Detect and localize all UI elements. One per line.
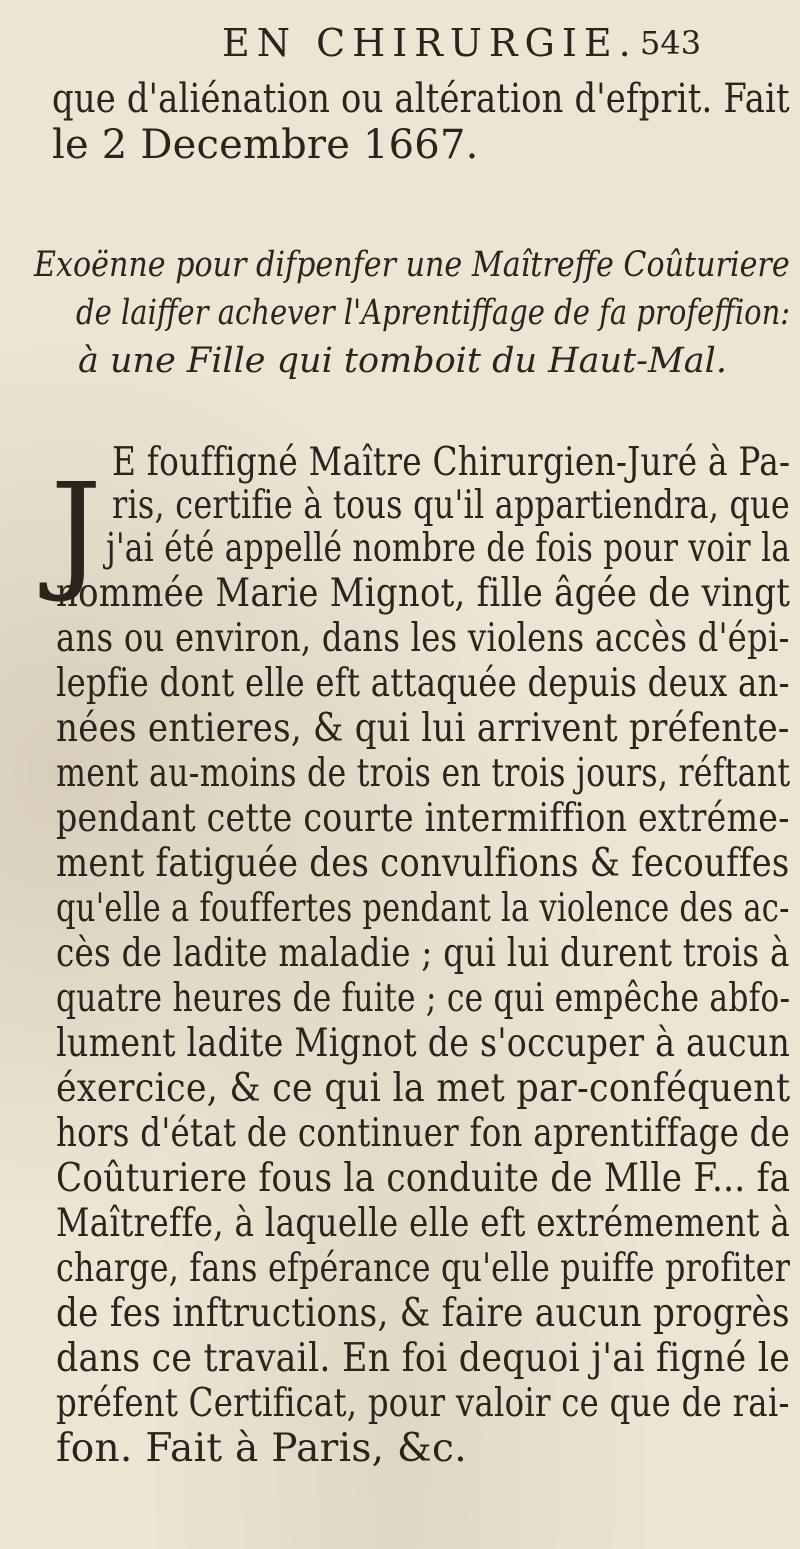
- body-line-14: lument ladite Mignot de s'occuper à aucun: [56, 1021, 791, 1066]
- body-line-16: hors d'état de continuer fon aprentiffage de: [56, 1111, 791, 1156]
- body-line-18: Maîtreffe, à laquelle elle eft extrémement à: [56, 1201, 791, 1246]
- page-number: 543: [640, 24, 702, 62]
- body-line-19: charge, fans efpérance qu'elle puiffe profiter: [56, 1246, 791, 1291]
- section-title-line-3: à une Fille qui tomboit du Haut-Mal.: [78, 341, 727, 381]
- body-line-2: ris, certifie à tous qu'il appartiendra, que: [112, 483, 790, 528]
- body-line-12: cès de ladite maladie ; qui lui durent trois à: [56, 931, 790, 976]
- body-line-20: de fes inftructions, & faire aucun progrès: [56, 1291, 790, 1336]
- body-line-9: pendant cette courte intermiffion extréme-: [56, 796, 790, 841]
- body-line-1: E fouffigné Maître Chirurgien-Juré à Pa-: [112, 440, 791, 485]
- body-line-13: quatre heures de fuite ; ce qui empêche abfo-: [56, 976, 791, 1021]
- body-line-23: fon. Fait à Paris, &c.: [56, 1426, 467, 1471]
- body-line-8: ment au-moins de trois en trois jours, réftant: [56, 751, 791, 796]
- body-line-17: Coûturiere fous la conduite de Mlle F... fa: [56, 1156, 791, 1201]
- body-line-10: ment fatiguée des convulfions & fecouffes: [56, 841, 790, 886]
- section-title-line-1: Exoënne pour difpenfer une Maîtreffe Coûturiere: [34, 245, 790, 285]
- body-line-7: nées entieres, & qui lui arrivent préfente-: [56, 706, 790, 751]
- body-line-3: j'ai été appellé nombre de fois pour voir la: [106, 526, 791, 571]
- page-header: [0, 18, 800, 68]
- body-line-11: qu'elle a fouffertes pendant la violence des ac-: [56, 886, 790, 931]
- intro-line-2: le 2 Decembre 1667.: [52, 122, 479, 168]
- dropcap: J: [50, 457, 102, 606]
- body-line-6: lepfie dont elle eft attaquée depuis deux an-: [56, 661, 790, 706]
- running-head: EN CHIRURGIE.: [222, 21, 638, 65]
- intro-line-1: que d'aliénation ou altération d'efprit. Fait: [52, 76, 790, 122]
- body-line-15: éxercice, & ce qui la met par-conféquent: [56, 1066, 791, 1111]
- section-title-line-2: de laiffer achever l'Aprentiffage de fa profeffion:: [76, 293, 791, 333]
- body-line-5: ans ou environ, dans les violens accès d'épi-: [56, 616, 790, 661]
- body-line-21: dans ce travail. En foi dequoi j'ai figné le: [56, 1336, 791, 1381]
- body-line-4: nommée Marie Mignot, fille âgée de vingt: [56, 571, 791, 616]
- body-line-22: préfent Certificat, pour valoir ce que de rai-: [56, 1381, 790, 1426]
